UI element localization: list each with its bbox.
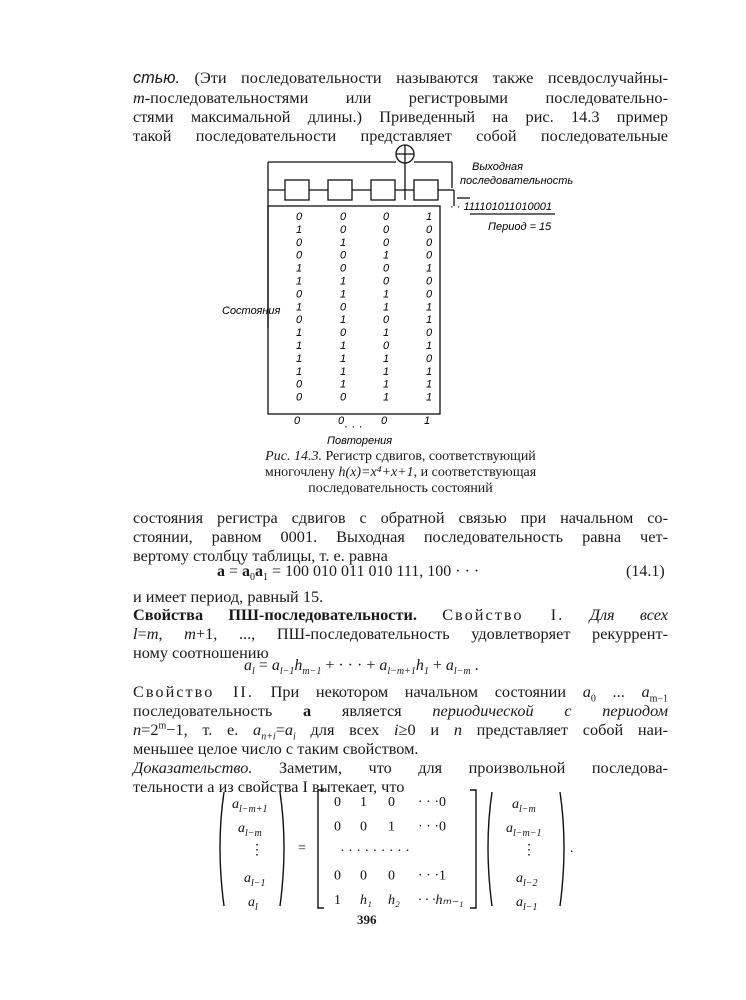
matrix-cell: 0 [360, 819, 367, 835]
svg-text:.: . [570, 841, 574, 856]
repeat-cell: 0 [338, 415, 345, 427]
matrix-cell: 1 [388, 819, 395, 835]
svg-text:al−1: $a_{l-1}$ [516, 895, 538, 913]
state-cell: 0 [296, 211, 303, 223]
state-cell: 1 [296, 262, 303, 275]
text-line: тельности a из свойства I вытекает, что [133, 777, 405, 796]
text-span: периодической с периодом [432, 701, 668, 720]
right-vector-paren [488, 792, 492, 906]
state-cell: 0 [383, 211, 390, 223]
svg-text:=: = [298, 841, 306, 856]
svg-text:al−2: $a_{l-2}$ [516, 871, 538, 889]
state-cell: 1 [340, 314, 347, 327]
state-cell: 1 [296, 301, 303, 314]
matrix-cell: 0 [360, 868, 367, 884]
matrix-cell: 0 [334, 819, 341, 835]
state-cell: 0 [383, 314, 390, 327]
state-cell: 0 [426, 275, 433, 288]
state-cell: 0 [340, 249, 347, 262]
state-cell: 1 [340, 288, 347, 301]
period-label: Период = 15 [488, 221, 552, 233]
state-cell: 1 [340, 275, 347, 288]
text-span: При некотором начальном состоянии [253, 682, 567, 701]
state-cell: 1 [426, 391, 433, 404]
output-sequence: · · 111101011010001 [450, 201, 552, 213]
caption-line: Регистр сдвигов, соответствующий [321, 449, 536, 464]
text-line: и имеет период, равный 15. [133, 587, 324, 606]
state-cell: 0 [426, 236, 433, 249]
state-cell: 0 [383, 262, 390, 275]
matrix-cell: · · ·0 [418, 819, 446, 835]
state-cell: 0 [296, 249, 303, 262]
state-cell: 1 [426, 340, 433, 352]
text-span: и [430, 720, 440, 739]
repeat-cell: 0 [294, 415, 301, 427]
register-cell-1 [285, 180, 309, 200]
state-cell: 1 [296, 275, 303, 288]
text-span: представляет собой наи- [476, 720, 669, 739]
state-cell: 1 [296, 223, 303, 236]
states-label: Состояния [222, 305, 281, 317]
property-2: Свойство II. При некотором начальном состоянии $a_0$ ... $a_{m-1}$ последовательность a является периодической с периодом $n=2^m-1$, т. е. $a_{n+i}=a_i$ для всех i≥0 и n представляет собой наи- меньшее целое число с таким свойством. [133, 682, 669, 758]
state-cell: 1 [383, 249, 390, 262]
state-cell: 0 [296, 288, 303, 301]
state-cell: 1 [383, 365, 390, 378]
matrix-equation [0, 786, 746, 926]
state-cell: 1 [426, 301, 433, 314]
matrix-cell: · · ·0 [418, 795, 446, 810]
state-cell: 0 [340, 211, 347, 223]
matrix-cell: 1 [334, 893, 341, 908]
figure-caption [133, 449, 668, 497]
matrix-cell: 0 [334, 868, 341, 884]
state-cell: 1 [426, 211, 433, 223]
state-cell: 0 [340, 223, 347, 236]
text-line: состояния регистра сдвигов с обратной связью при начальном со- [133, 508, 668, 527]
state-cell: 1 [383, 352, 390, 365]
matrix-bracket-left [318, 790, 324, 908]
state-cell: 0 [296, 236, 303, 249]
svg-text:⋮: ⋮ [250, 843, 264, 858]
text-line: такой последовательности представляет собой последовательные [133, 126, 668, 145]
page-number: 396 [357, 912, 377, 927]
repeat-dots: · · · [344, 419, 363, 433]
svg-text:al: $a_l$ [248, 895, 258, 913]
figure-14-3 [0, 140, 746, 470]
text-line: (Эти последовательности называются также псевдослучайны- [180, 68, 668, 87]
matrix-cell: · · ·1 [418, 868, 446, 884]
state-cell: 1 [340, 378, 347, 391]
svg-text:⋮: ⋮ [522, 843, 536, 858]
state-cell: 0 [340, 391, 347, 404]
matrix-cell: h₂ [388, 893, 400, 908]
recurrence-formula: $a_l = a_{l-1}h_{m-1}$ + · · · + $a_{l-m+1}h_1 + a_{l-m}$ . [244, 657, 479, 678]
state-cell: 0 [383, 340, 390, 352]
text-span: Заметим, что для произвольной последова- [252, 758, 668, 777]
state-cell: 1 [296, 327, 303, 340]
register-cell-4 [414, 180, 438, 200]
state-cell: 1 [296, 365, 303, 378]
text-line: -последовательностями или регистровыми последовательно- [144, 88, 668, 107]
state-table [294, 211, 433, 427]
register-cell-3 [371, 180, 395, 200]
matrix-cell: 1 [360, 795, 367, 810]
repeat-label: Повторения [327, 435, 393, 447]
state-cell: 0 [383, 236, 390, 249]
equation-14-1: $a = a_0a_1 = 100$ 010 011 010 111, 100 · · · [217, 563, 480, 584]
state-cell: 1 [340, 352, 347, 365]
state-cell: 0 [426, 249, 433, 262]
svg-text:al−1: $a_{l-1}$ [244, 871, 266, 889]
state-cell: 1 [296, 352, 303, 365]
text-line: стоянии, равном 0001. Выходная последовательность равна чет- [133, 527, 668, 546]
proof-label: Доказательство. [133, 758, 253, 777]
period-line [133, 587, 668, 606]
state-cell: 0 [340, 301, 347, 314]
state-cell: 1 [340, 340, 347, 352]
text-line: вертому столбцу таблицы, т. е. равна [133, 546, 388, 565]
state-cell: 0 [296, 391, 303, 404]
state-cell: 1 [426, 378, 433, 391]
state-cell: 1 [340, 365, 347, 378]
text-span: Для всех [589, 605, 668, 624]
state-cell: 0 [340, 262, 347, 275]
left-vector-paren [220, 792, 224, 906]
property-1: Свойства ПШ-последовательности. Свойство I. Для всех l=m, m+1, ..., ПШ-последовательность удовлетворяет рекуррент- ному соотношению [133, 605, 669, 662]
svg-text:al−m: $a_{l-m}$ [238, 821, 262, 839]
state-cell: 1 [383, 391, 390, 404]
state-cell: 1 [383, 378, 390, 391]
caption-line: последовательность состояний [308, 481, 493, 496]
state-cell: 0 [426, 288, 433, 301]
matrix-cell: 0 [388, 795, 395, 810]
state-cell: 0 [426, 327, 433, 340]
state-cell: 1 [340, 236, 347, 249]
matrix-cell: 0 [334, 795, 341, 810]
var-m: m [133, 88, 145, 107]
property-label: Свойство II. [133, 682, 254, 701]
text-span: , ..., ПШ-последовательность удовлетворяет рекуррент- [213, 624, 669, 643]
equation-rhs: = 100 010 011 010 111, 100 · · · [272, 563, 480, 580]
output-label-2: последовательность [460, 175, 574, 187]
matrix-cell: · · ·hₘ₋₁ [418, 893, 464, 908]
state-cell: 0 [296, 314, 303, 327]
equation-number: (14.1) [626, 563, 665, 580]
state-cell: 0 [340, 327, 347, 340]
text-line: меньшее целое число с таким свойством. [133, 739, 419, 758]
property-label: Свойство I. [442, 605, 565, 624]
svg-text:al−m: $a_{l-m}$ [512, 797, 536, 815]
state-cell: 1 [296, 340, 303, 352]
state-table-frame [268, 206, 440, 414]
repeat-cell: 0 [381, 415, 388, 427]
matrix-cells [334, 795, 463, 908]
register-cell-2 [328, 180, 352, 200]
matrix-cell: h₁ [360, 893, 372, 908]
top-paragraph [133, 68, 668, 145]
repeat-cell: 1 [424, 415, 431, 427]
section-heading: Свойства ПШ-последовательности. [133, 605, 417, 624]
text-line: стями максимальной длины.) Приведенный на рис. 14.3 пример [133, 107, 668, 126]
state-cell: 0 [383, 223, 390, 236]
state-cell: 1 [383, 288, 390, 301]
paragraph-2 [133, 508, 668, 565]
caption-prefix: Рис. 14.3. [265, 449, 322, 464]
state-cell: 1 [426, 314, 433, 327]
state-cell: 1 [383, 301, 390, 314]
text-span: является [341, 701, 402, 720]
caption-line: и соответствующая [417, 465, 537, 480]
state-cell: 0 [296, 378, 303, 391]
svg-text:al−m−1: $a_{l-m-1}$ [506, 821, 542, 839]
caption-formula: h(x)=x⁴+x+1, [338, 465, 418, 480]
text-span: , т. е. [183, 720, 239, 739]
state-cell: 0 [426, 352, 433, 365]
state-cell: 1 [426, 365, 433, 378]
svg-text:al−m+1: $a_{l-m+1}$ [232, 797, 268, 815]
text-line: ному соотношению [133, 643, 269, 662]
text-span: последовательность [133, 701, 273, 720]
text-span: для всех [310, 720, 380, 739]
caption-line: многочлену [264, 465, 339, 480]
matrix-cell: 0 [388, 868, 395, 884]
state-cell: 0 [426, 223, 433, 236]
state-cell: 1 [383, 327, 390, 340]
matrix-dots-row: · · · · · · · · · [340, 844, 410, 859]
output-label-1: Выходная [472, 161, 524, 173]
continued-word: стью. [133, 69, 181, 87]
matrix-bracket-right [470, 790, 476, 908]
state-cell: 1 [426, 262, 433, 275]
state-cell: 0 [383, 275, 390, 288]
